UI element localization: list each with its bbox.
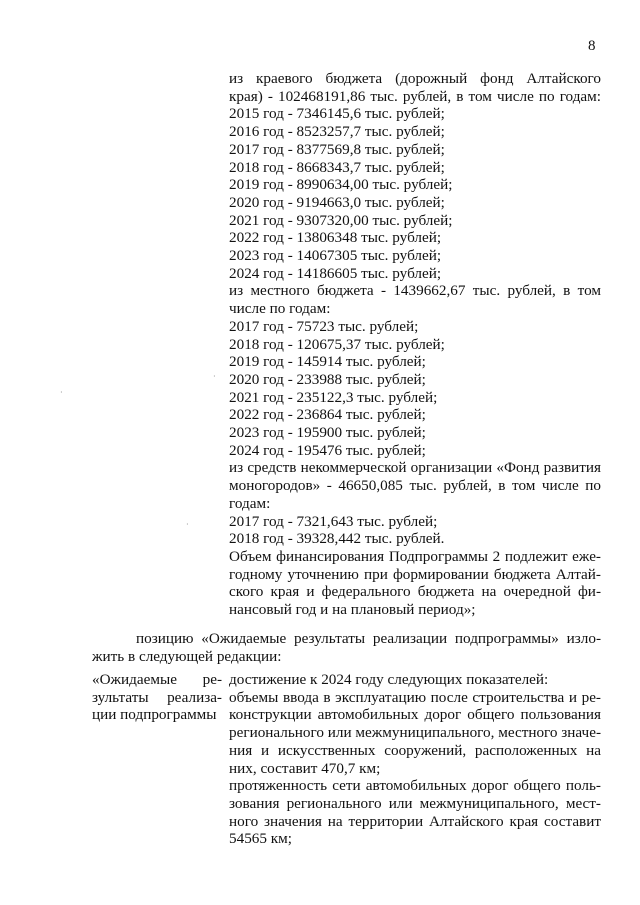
text-line: достижение к 2024 году следующих показателей:	[229, 671, 549, 688]
page-number: 8	[588, 38, 596, 54]
text-line: объемы ввода в эксплуатацию после строительства и ре-	[229, 688, 601, 706]
paragraph-line: позицию «Ожидаемые результаты реализации подпрограммы» изло-	[136, 630, 601, 647]
text-line: 2020 год - 233988 тыс. рублей;	[229, 370, 426, 388]
expected-results-label	[92, 671, 222, 724]
text-line: 2018 год - 8668343,7 тыс. рублей;	[229, 158, 445, 176]
text-line: 2020 год - 9194663,0 тыс. рублей;	[229, 193, 445, 211]
text-line: них, составит 470,7 км;	[229, 759, 381, 777]
label-line: «Ожидаемые ре-	[92, 671, 222, 688]
financing-text-block	[229, 70, 601, 619]
text-line: 2024 год - 195476 тыс. рублей;	[229, 441, 426, 459]
label-line: зультаты реализа-	[92, 688, 222, 706]
text-line: 2016 год - 8523257,7 тыс. рублей;	[229, 123, 445, 141]
text-line: конструкции автомобильных дорог общего пользования	[229, 706, 601, 724]
text-line: протяженность сети автомобильных дорог общего поль-	[229, 777, 601, 795]
scan-speck: ·	[186, 520, 189, 529]
text-line: 54565 км;	[229, 830, 292, 848]
text-line: 2017 год - 7321,643 тыс. рублей;	[229, 512, 438, 530]
text-line: зования регионального или межмуниципального, мест-	[229, 794, 601, 812]
scan-speck: ·	[213, 372, 216, 381]
text-line: Объем финансирования Подпрограммы 2 подлежит еже-	[229, 547, 601, 565]
text-line: 2022 год - 236864 тыс. рублей;	[229, 406, 426, 424]
paragraph-line: жить в следующей редакции:	[92, 648, 282, 665]
text-line: моногородов» - 46650,085 тыс. рублей, в том числе по	[229, 477, 601, 495]
text-line: ного значения на территории Алтайского края составит	[229, 812, 601, 830]
text-line: из средств некоммерческой организации «Фонд развития	[229, 459, 601, 477]
text-line: 2023 год - 195900 тыс. рублей;	[229, 424, 426, 442]
text-line: 2019 год - 8990634,00 тыс. рублей;	[229, 176, 453, 194]
text-line: 2017 год - 8377569,8 тыс. рублей;	[229, 140, 445, 158]
text-line: годному уточнению при формировании бюджета Алтай-	[229, 565, 601, 583]
text-line: 2019 год - 145914 тыс. рублей;	[229, 353, 426, 371]
text-line: края) - 102468191,86 тыс. рублей, в том числе по годам:	[229, 87, 601, 105]
text-line: нансовый год и на плановый период»;	[229, 601, 476, 619]
text-line: ского края и федерального бюджета на очередной фи-	[229, 583, 601, 601]
text-line: 2017 год - 75723 тыс. рублей;	[229, 317, 419, 335]
text-line: ния и искусственных сооружений, расположенных на	[229, 741, 601, 759]
text-line: 2021 год - 235122,3 тыс. рублей;	[229, 388, 438, 406]
text-line: числе по годам:	[229, 300, 331, 318]
label-line: ции подпрограммы	[92, 706, 217, 724]
text-line: регионального или межмуниципального, местного значе-	[229, 724, 601, 742]
text-line: из краевого бюджета (дорожный фонд Алтайского	[229, 70, 601, 87]
position-paragraph	[92, 630, 601, 666]
text-line: 2022 год - 13806348 тыс. рублей;	[229, 229, 442, 247]
text-line: 2015 год - 7346145,6 тыс. рублей;	[229, 105, 445, 123]
text-line: 2021 год - 9307320,00 тыс. рублей;	[229, 211, 453, 229]
text-line: годам:	[229, 494, 271, 512]
text-line: 2023 год - 14067305 тыс. рублей;	[229, 247, 442, 265]
scan-speck: ·	[60, 388, 63, 397]
text-line: 2018 год - 120675,37 тыс. рублей;	[229, 335, 445, 353]
text-line: из местного бюджета - 1439662,67 тыс. рублей, в том	[229, 282, 601, 300]
text-line: 2018 год - 39328,442 тыс. рублей.	[229, 530, 445, 548]
expected-results-content	[229, 671, 601, 848]
text-line: 2024 год - 14186605 тыс. рублей;	[229, 264, 442, 282]
